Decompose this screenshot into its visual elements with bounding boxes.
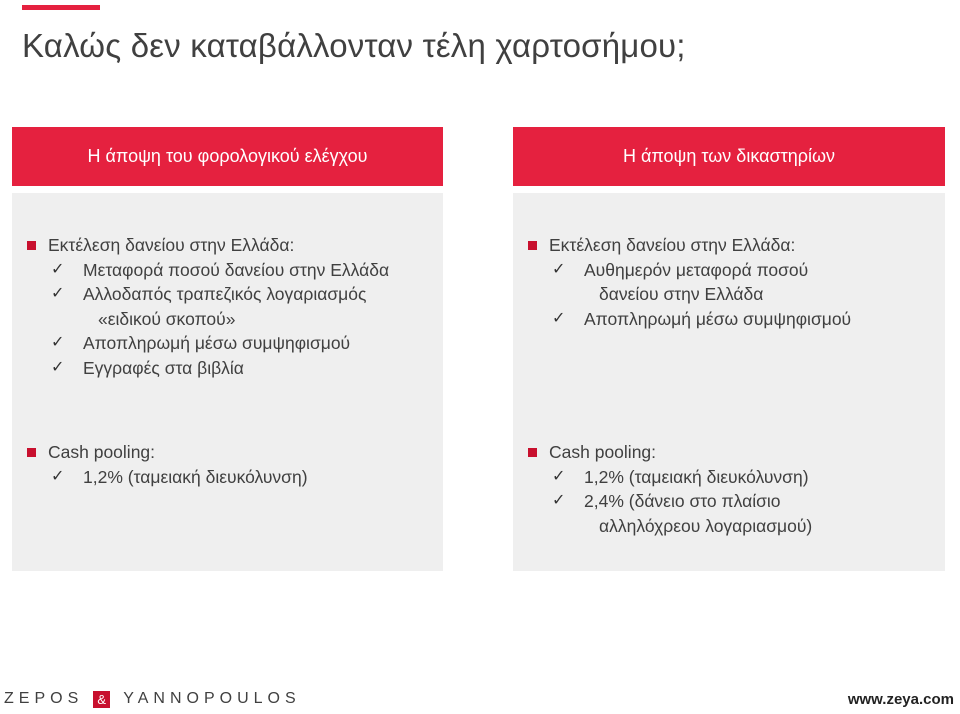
square-bullet-icon [27,241,36,250]
left-loan-heading: Εκτέλεση δανείου στην Ελλάδα: [27,233,435,258]
left-loan-block [27,233,435,380]
left-column-header [12,127,443,186]
checkmark-icon: ✓ [552,492,566,509]
checkmark-icon: ✓ [552,260,566,278]
footer-url: www.zeya.com [847,691,954,708]
right-cash-pooling-block [528,440,937,538]
right-column-header-label: Η άποψη των δικαστηρίων [622,146,836,166]
right-cash-pooling-heading: Cash pooling: [528,440,937,465]
left-cash-pooling-heading: Cash pooling: [27,440,435,465]
checkmark-icon: ✓ [552,467,566,485]
square-bullet-icon [27,448,36,457]
list-item: ✓ Εγγραφές στα βιβλία [27,356,435,381]
left-cash-pooling-block [27,440,435,489]
square-bullet-icon [528,448,537,457]
right-loan-block [528,233,937,331]
list-item: ✓ Αποπληρωμή μέσω συμψηφισμού [528,307,937,332]
list-item: ✓ Αλλοδαπός τραπεζικός λογαριασμός [27,282,435,307]
logo-right-text: YANNOPOULOS [123,690,301,707]
list-item: ✓ Αποπληρωμή μέσω συμψηφισμού [27,331,435,356]
right-column-header [513,127,945,186]
list-item: ✓ 1,2% (ταμειακή διευκόλυνση) [528,465,937,490]
list-item-continuation: «ειδικού σκοπού» [98,308,236,329]
left-column-header-label: Η άποψη του φορολογικού ελέγχου [87,146,368,166]
checkmark-icon: ✓ [51,334,65,351]
page-title: Καλώς δεν καταβάλλονταν τέλη χαρτοσήμου; [22,27,686,64]
checkmark-icon: ✓ [51,260,65,278]
company-logo [4,690,301,708]
left-column-body [12,193,443,571]
logo-ampersand: & [93,691,110,708]
list-item: ✓ 2,4% (δάνειο στο πλαίσιο [528,489,937,514]
logo-left-text: ZEPOS [4,690,84,707]
checkmark-icon: ✓ [51,285,65,302]
list-item: ✓ 1,2% (ταμειακή διευκόλυνση) [27,465,435,490]
list-item-continuation: δανείου στην Ελλάδα [599,284,764,304]
list-item: ✓ Μεταφορά ποσού δανείου στην Ελλάδα [27,258,435,283]
list-item-continuation: αλληλόχρεου λογαριασμού) [599,515,813,536]
title-accent-line [22,5,100,10]
right-loan-heading: Εκτέλεση δανείου στην Ελλάδα: [528,233,937,258]
right-column-body [513,193,945,571]
list-item: ✓ Αυθημερόν μεταφορά ποσού [528,258,937,283]
checkmark-icon: ✓ [552,309,566,327]
checkmark-icon: ✓ [51,467,65,485]
checkmark-icon: ✓ [51,358,65,376]
square-bullet-icon [528,241,537,250]
